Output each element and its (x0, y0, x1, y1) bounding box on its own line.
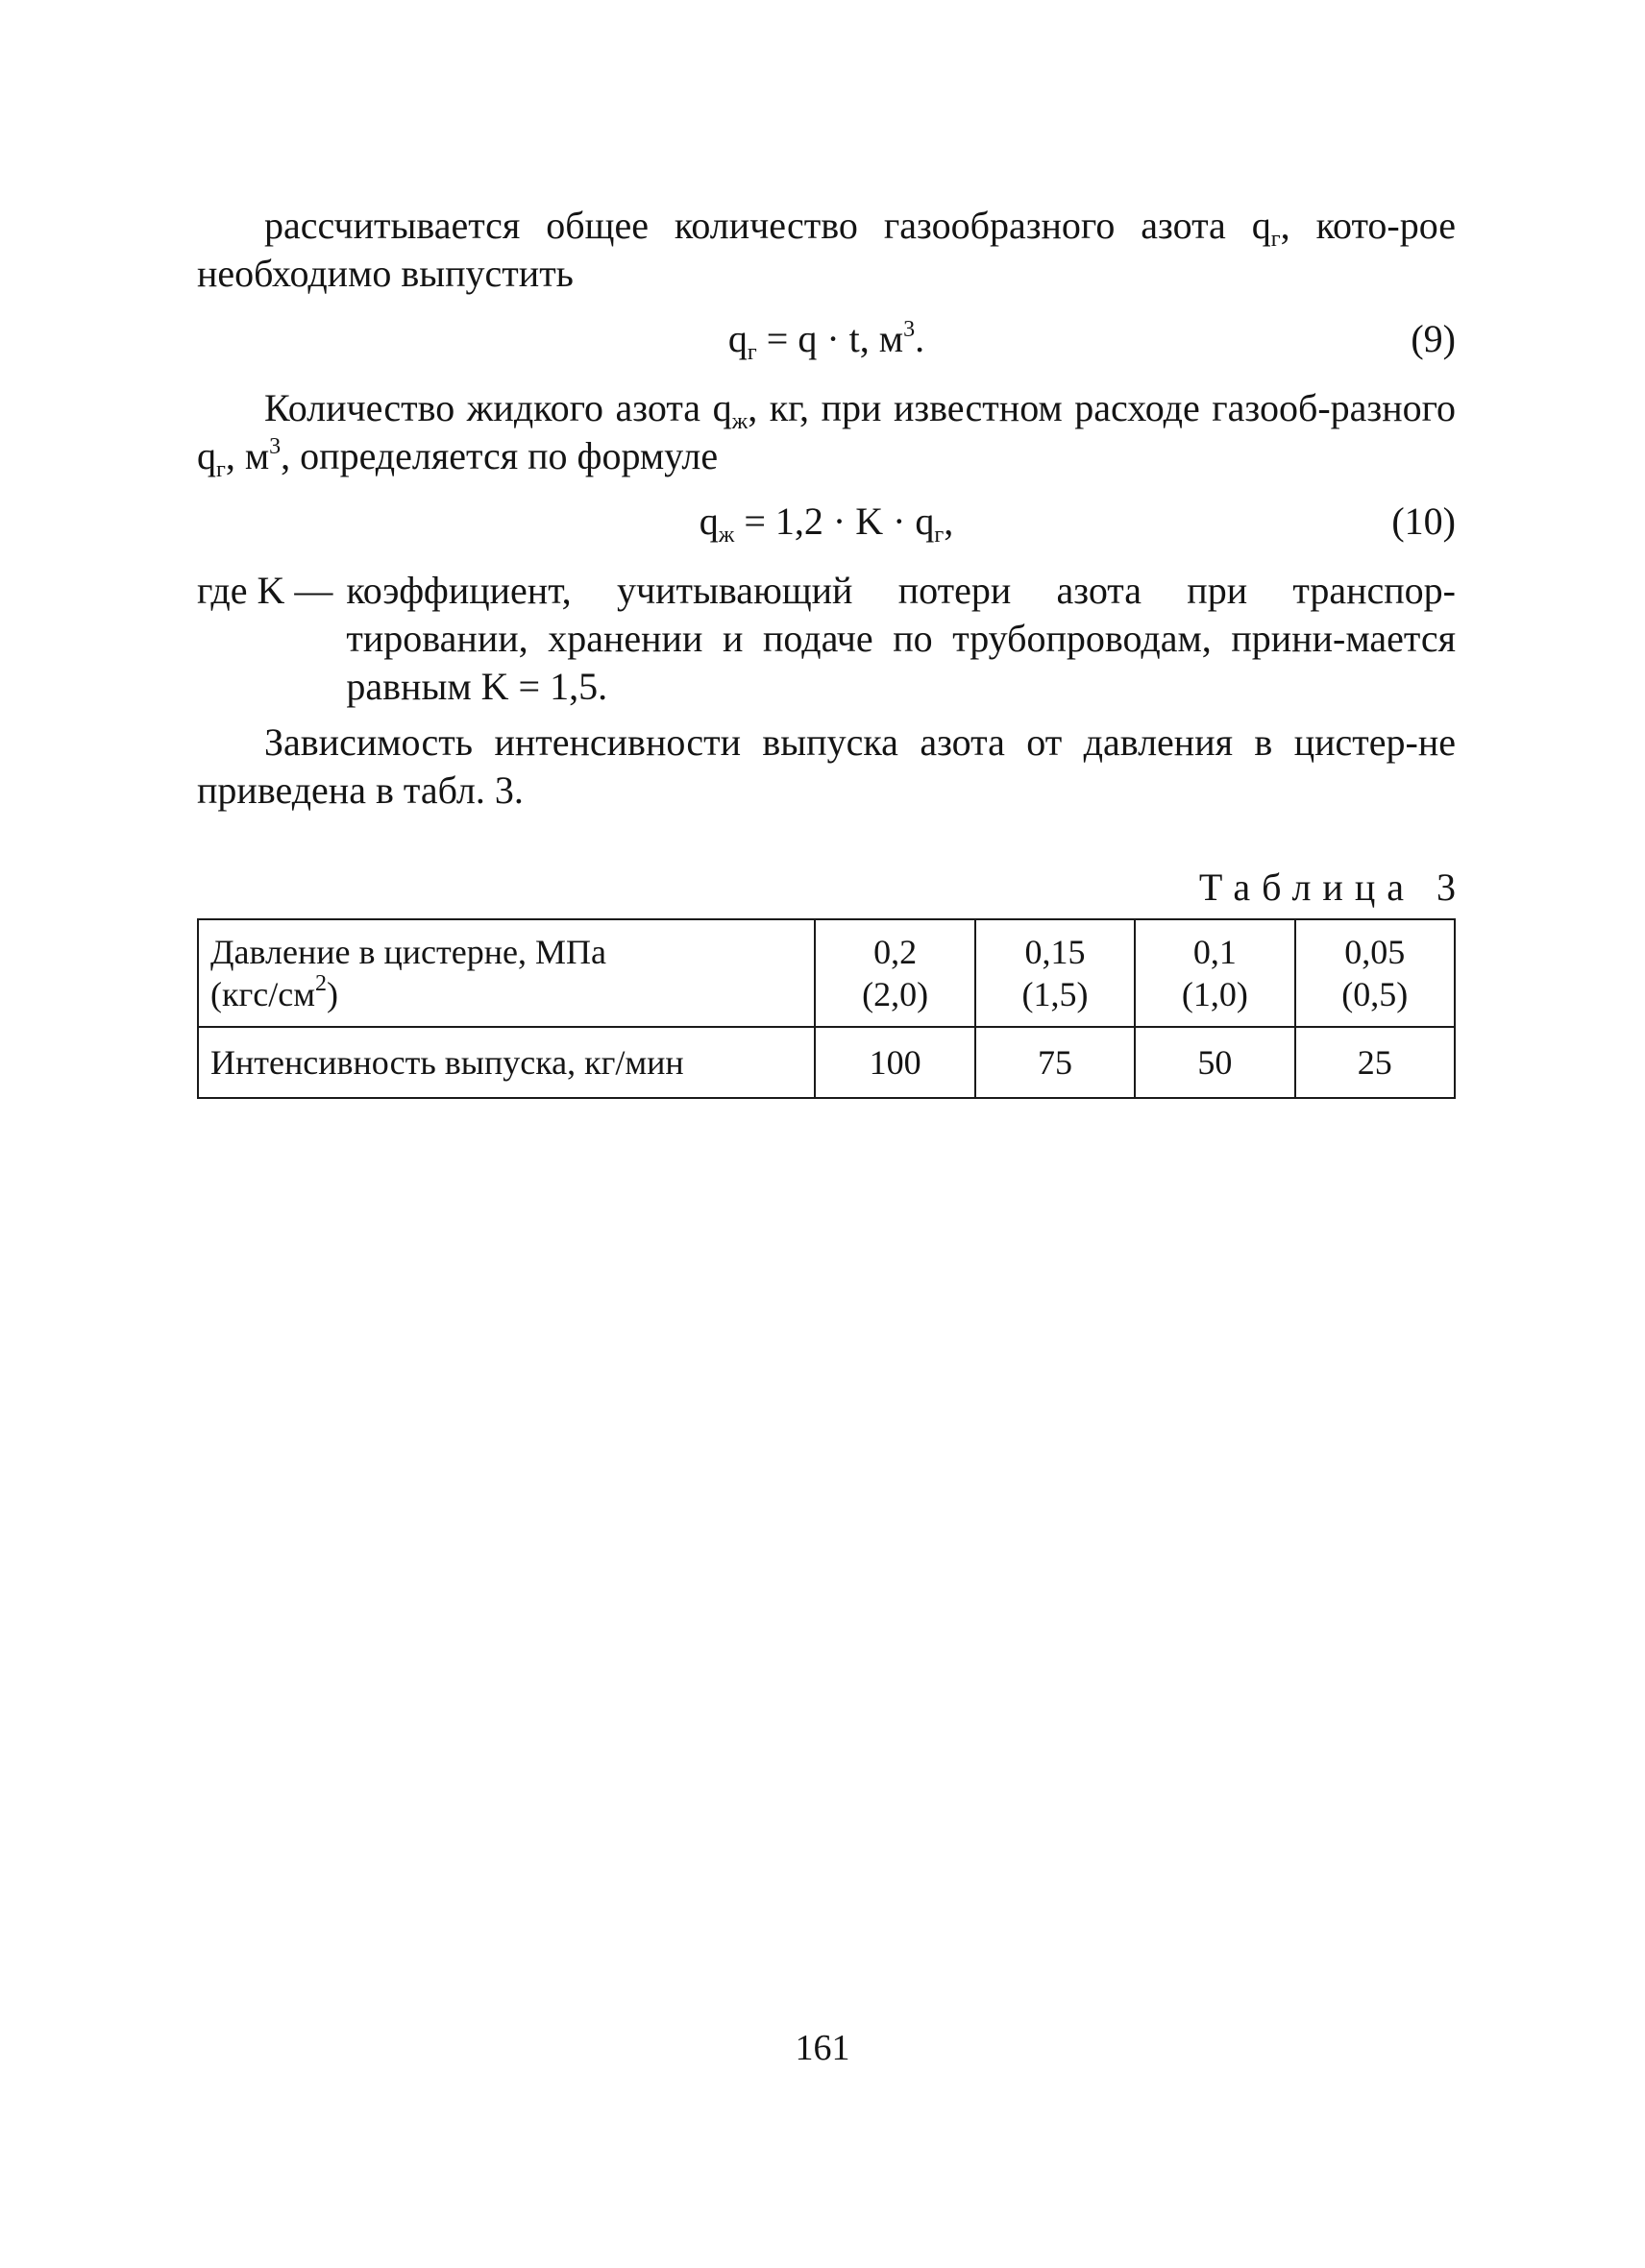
formula-10-number: (10) (1391, 500, 1456, 543)
paragraph-3: Зависимость интенсивности выпуска азота от давления в цистер-не приведена в табл. 3. (197, 720, 1456, 812)
formula-9-lhs-subscript: г (747, 340, 757, 365)
paragraph-1-subscript: г (1270, 227, 1281, 252)
table-row-pressure (198, 919, 1455, 1027)
pressure-cell (1295, 919, 1455, 1027)
pressure-label-line-2 (210, 973, 802, 1015)
pressure-unit-superscript: 2 (314, 971, 327, 996)
paragraph-2-part-2: , кг, при известном расходе газооб-разного q (197, 386, 1457, 477)
formula-10-lhs: q (699, 500, 719, 543)
formula-9-rhs-end: . (915, 317, 925, 360)
paragraph-2-subscript-1: ж (731, 409, 749, 434)
definition-term: где K — (197, 569, 333, 612)
pressure-value-kgs: (1,5) (1021, 975, 1089, 1013)
intensity-value: 25 (1295, 1027, 1455, 1098)
formula-9-lhs: q (727, 317, 748, 360)
intensity-label-cell: Интенсивность выпуска, кг/мин (198, 1027, 815, 1098)
pressure-cell (815, 919, 974, 1027)
paragraph-1 (197, 202, 1456, 298)
formula-10-expression (197, 498, 1456, 546)
paragraph-2-part-4: , определяется по формуле (281, 434, 719, 477)
paragraph-2-part-1: Количество жидкого азота q (264, 386, 732, 429)
formula-9-number: (9) (1411, 317, 1456, 360)
pressure-unit-text: (кгс/см (210, 975, 315, 1013)
paragraph-1-text: рассчитывается общее количество газообразного азота q (264, 204, 1271, 247)
pressure-label-line-1: Давление в цистерне, МПа (210, 933, 606, 971)
table-row-intensity (198, 1027, 1455, 1098)
intensity-value: 50 (1135, 1027, 1294, 1098)
formula-10-rhs-end: , (944, 500, 954, 543)
pressure-unit-close: ) (326, 975, 338, 1013)
paragraph-2-part-3: , м (225, 434, 270, 477)
page-body (197, 202, 1467, 1099)
intensity-value: 100 (815, 1027, 974, 1098)
page-number: 161 (795, 2028, 850, 2068)
formula-10-rhs-subscript: г (934, 523, 945, 548)
intensity-value: 75 (975, 1027, 1135, 1098)
paragraph-2 (197, 384, 1456, 480)
pressure-value-mpa: 0,1 (1192, 933, 1237, 971)
pressure-cell (975, 919, 1135, 1027)
formula-10 (197, 498, 1456, 546)
formula-9-rhs-superscript: 3 (903, 317, 916, 342)
formula-10-rhs: = 1,2 · K · q (734, 500, 935, 543)
pressure-value-kgs: (1,0) (1181, 975, 1248, 1013)
pressure-value-kgs: (0,5) (1341, 975, 1409, 1013)
pressure-value-mpa: 0,15 (1024, 933, 1086, 971)
pressure-cell (1135, 919, 1294, 1027)
definition-k (197, 567, 1456, 711)
paragraph-2-superscript: 3 (269, 434, 282, 459)
pressure-label-cell (198, 919, 815, 1027)
formula-10-lhs-subscript: ж (718, 523, 735, 548)
formula-9-expression (197, 315, 1456, 363)
data-table (197, 918, 1456, 1099)
pressure-value-kgs: (2,0) (862, 975, 929, 1013)
paragraph-2-subscript-2: г (216, 457, 226, 482)
table-caption: Таблица 3 (1198, 866, 1467, 909)
definition-text: коэффициент, учитывающий потери азота при транспор-тировании, хранении и подаче по трубопроводам, прини-мается равным K = 1,5. (346, 569, 1456, 708)
pressure-value-mpa: 0,2 (873, 933, 918, 971)
formula-9-rhs: = q · t, м (756, 317, 904, 360)
paragraph-1-tail: , кото-рое необходимо выпустить (197, 204, 1456, 295)
formula-9 (197, 315, 1456, 363)
pressure-value-mpa: 0,05 (1344, 933, 1406, 971)
